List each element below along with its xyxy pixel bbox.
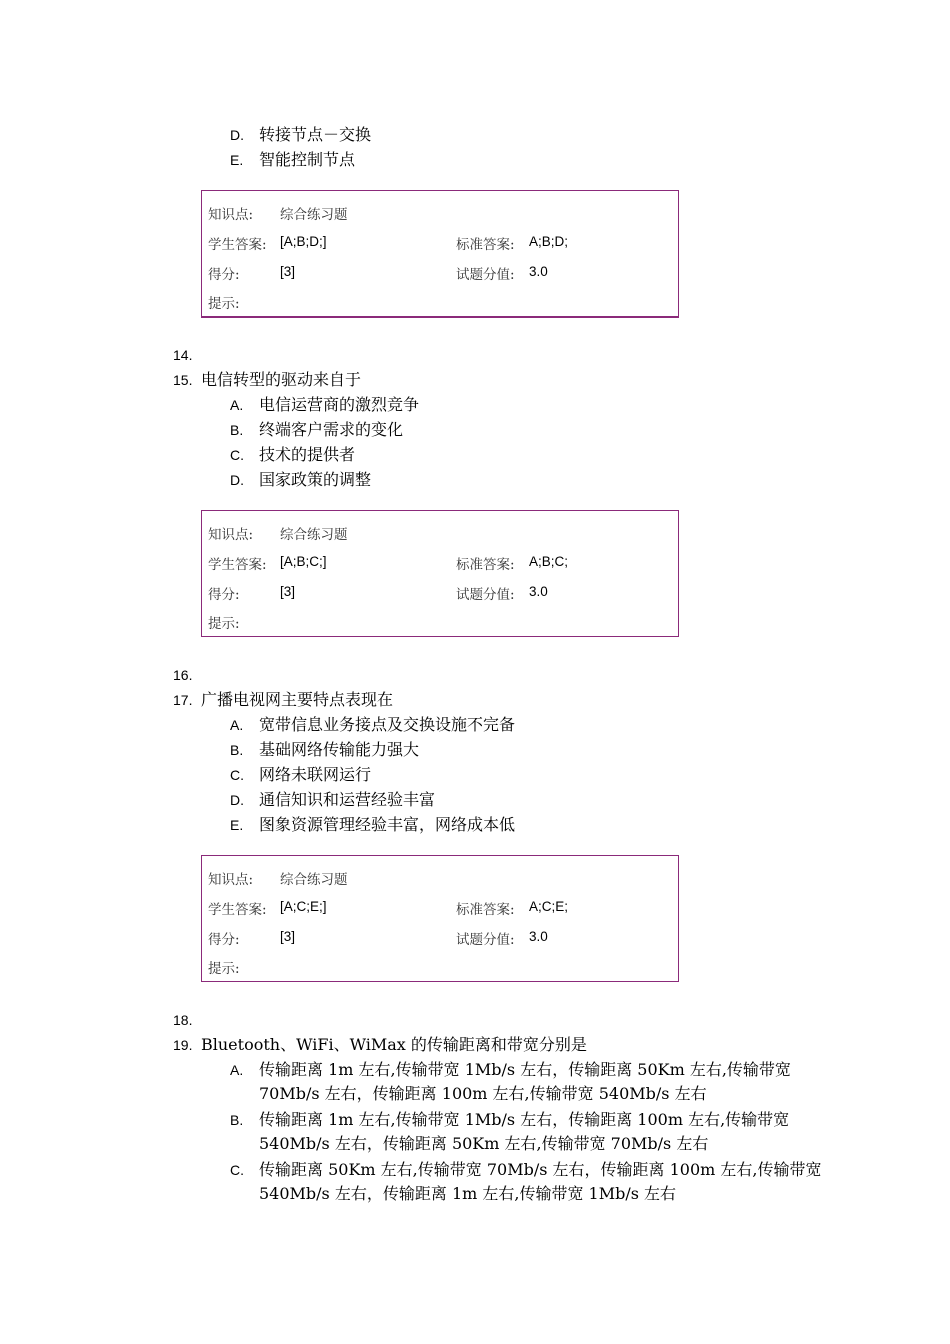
score-label: 得分: <box>208 932 240 948</box>
option-letter: A. <box>230 397 244 413</box>
question-text: 广播电视网主要特点表现在 <box>201 690 394 709</box>
option-text-line2: 540Mb/s 左右，传输距离 50Km 左右,传输带宽 70Mb/s 左右 <box>259 1134 709 1153</box>
standard-answer-label: 标准答案: <box>456 557 515 573</box>
knowledge-label: 知识点: <box>208 872 254 888</box>
option-letter: A. <box>230 1062 244 1078</box>
option-letter: D. <box>230 127 244 143</box>
option-text-line1: 传输距离 50Km 左右,传输带宽 70Mb/s 左右，传输距离 100m 左右,传输带宽 <box>259 1160 822 1179</box>
hint-label: 提示: <box>208 961 240 977</box>
question-text: 电信转型的驱动来自于 <box>201 370 362 389</box>
points-label: 试题分值: <box>456 587 515 603</box>
score-value: [3] <box>280 929 296 944</box>
option-text: 技术的提供者 <box>259 445 356 464</box>
option-text: 电信运营商的激烈竞争 <box>259 395 420 414</box>
student-answer-value: [A;B;D;] <box>280 234 327 249</box>
option-letter: D. <box>230 792 244 808</box>
question-number: 16. <box>173 667 193 683</box>
standard-answer-value: A;B;C; <box>529 554 569 569</box>
knowledge-label: 知识点: <box>208 527 254 543</box>
option-letter: B. <box>230 1112 244 1128</box>
standard-answer-value: A;B;D; <box>529 234 569 249</box>
question-number: 14. <box>173 347 193 363</box>
option-text: 宽带信息业务接点及交换设施不完备 <box>259 715 516 734</box>
option-letter: C. <box>230 767 244 783</box>
knowledge-label: 知识点: <box>208 207 254 223</box>
knowledge-value: 综合练习题 <box>280 872 348 888</box>
option-text: 转接节点－交换 <box>259 125 372 144</box>
option-text-line2: 540Mb/s 左右，传输距离 1m 左右,传输带宽 1Mb/s 左右 <box>259 1184 677 1203</box>
standard-answer-label: 标准答案: <box>456 237 515 253</box>
option-text: 基础网络传输能力强大 <box>259 740 420 759</box>
question-text: Bluetooth、WiFi、WiMax 的传输距离和带宽分别是 <box>201 1035 587 1054</box>
answer-info-box <box>201 510 679 637</box>
question-number: 17. <box>173 692 193 708</box>
option-letter: A. <box>230 717 244 733</box>
hint-label: 提示: <box>208 616 240 632</box>
question-number: 19. <box>173 1037 193 1053</box>
knowledge-value: 综合练习题 <box>280 527 348 543</box>
option-text: 网络未联网运行 <box>259 765 372 784</box>
standard-answer-label: 标准答案: <box>456 902 515 918</box>
option-letter: D. <box>230 472 244 488</box>
question-number: 18. <box>173 1012 193 1028</box>
option-text-line1: 传输距离 1m 左右,传输带宽 1Mb/s 左右，传输距离 50Km 左右,传输带宽 <box>259 1060 791 1079</box>
points-label: 试题分值: <box>456 932 515 948</box>
points-label: 试题分值: <box>456 267 515 283</box>
score-value: [3] <box>280 264 296 279</box>
points-value: 3.0 <box>529 584 548 599</box>
score-value: [3] <box>280 584 296 599</box>
score-label: 得分: <box>208 267 240 283</box>
option-letter: B. <box>230 742 244 758</box>
student-answer-label: 学生答案: <box>208 557 267 573</box>
points-value: 3.0 <box>529 929 548 944</box>
answer-info-box <box>201 190 679 318</box>
knowledge-value: 综合练习题 <box>280 207 348 223</box>
option-text: 国家政策的调整 <box>259 470 372 489</box>
student-answer-value: [A;B;C;] <box>280 554 327 569</box>
score-label: 得分: <box>208 587 240 603</box>
option-text: 通信知识和运营经验丰富 <box>259 790 436 809</box>
option-text: 智能控制节点 <box>259 150 356 169</box>
answer-info-box <box>201 855 679 982</box>
student-answer-label: 学生答案: <box>208 237 267 253</box>
option-text: 终端客户需求的变化 <box>259 420 404 439</box>
option-letter: E. <box>230 817 244 833</box>
option-letter: B. <box>230 422 244 438</box>
option-text-line2: 70Mb/s 左右，传输距离 100m 左右,传输带宽 540Mb/s 左右 <box>259 1084 707 1103</box>
question-number: 15. <box>173 372 193 388</box>
points-value: 3.0 <box>529 264 548 279</box>
option-text-line1: 传输距离 1m 左右,传输带宽 1Mb/s 左右，传输距离 100m 左右,传输带宽 <box>259 1110 790 1129</box>
option-letter: C. <box>230 447 244 463</box>
option-letter: C. <box>230 1162 244 1178</box>
option-letter: E. <box>230 152 244 168</box>
hint-label: 提示: <box>208 296 240 312</box>
student-answer-label: 学生答案: <box>208 902 267 918</box>
student-answer-value: [A;C;E;] <box>280 899 327 914</box>
standard-answer-value: A;C;E; <box>529 899 569 914</box>
option-text: 图象资源管理经验丰富，网络成本低 <box>259 815 516 834</box>
